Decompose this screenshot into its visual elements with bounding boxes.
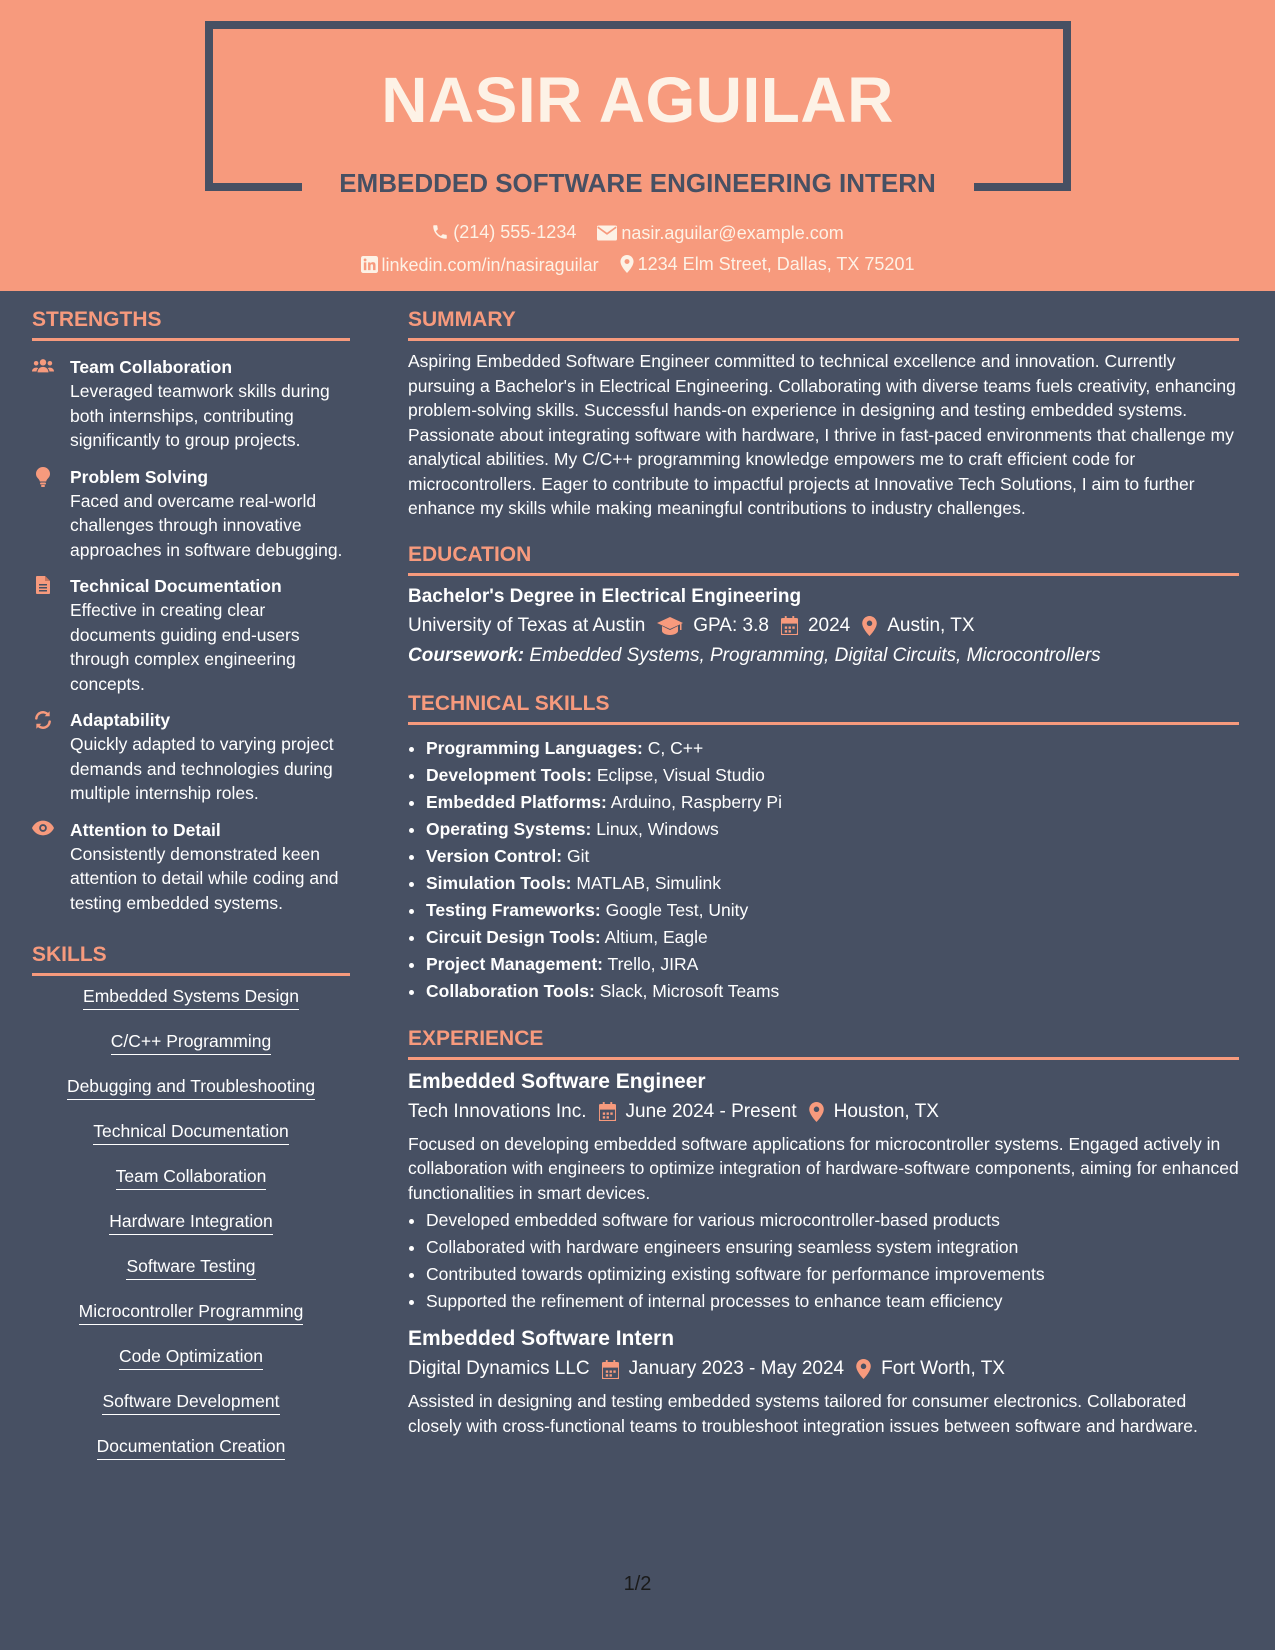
- map-pin-icon: [856, 1359, 871, 1379]
- job-meta: [408, 1355, 1239, 1383]
- list-item: • Collaborated with hardware engineers ensuring seamless system integration: [426, 1234, 1239, 1261]
- education-location: [862, 612, 974, 640]
- experience-heading: EXPERIENCE: [408, 1025, 1239, 1060]
- contact-linkedin[interactable]: [361, 253, 599, 277]
- tech-label: Circuit Design Tools:: [426, 926, 601, 947]
- skill-item: Software Testing: [126, 1254, 255, 1280]
- tech-label: Operating Systems:: [426, 818, 592, 839]
- sync-icon: [33, 710, 53, 730]
- strength-title: Team Collaboration: [70, 357, 233, 377]
- strength-item: [32, 818, 350, 916]
- tech-value: MATLAB, Simulink: [576, 872, 721, 893]
- strength-item: [32, 708, 350, 806]
- tech-value: Eclipse, Visual Studio: [596, 764, 765, 785]
- skill-item: Software Development: [102, 1389, 279, 1415]
- tech-label: Embedded Platforms:: [426, 791, 607, 812]
- job-title: Embedded Software Intern: [408, 1327, 675, 1350]
- gpa-text: GPA: 3.8: [693, 614, 769, 636]
- job-entry: [408, 1325, 1239, 1438]
- technical-skills-section: [408, 690, 1239, 1005]
- right-column: [408, 306, 1239, 1438]
- contact-address: [620, 252, 915, 276]
- job-description: Assisted in designing and testing embedded systems tailored for consumer electronics. Collaborated closely with cross-functional teams to troubleshoot integration issues between software and hardware.: [408, 1391, 1198, 1436]
- strength-desc: Leveraged teamwork skills during both internships, contributing significantly to group projects.: [70, 381, 330, 450]
- list-item: • Supported the refinement of internal processes to enhance team efficiency: [426, 1288, 1239, 1315]
- strength-desc: Effective in creating clear documents guiding end-users through complex engineering concepts.: [70, 600, 300, 694]
- company-name: Tech Innovations Inc.: [408, 1100, 587, 1122]
- calendar-icon: [602, 1360, 619, 1379]
- technical-skills-heading: TECHNICAL SKILLS: [408, 690, 1239, 725]
- tech-value: Git: [567, 845, 590, 866]
- job-bullets: [408, 1207, 1239, 1315]
- skill-item: Hardware Integration: [109, 1209, 272, 1235]
- document-icon: [36, 576, 50, 594]
- eye-icon: [32, 820, 54, 836]
- strength-item: [32, 355, 350, 453]
- contact-email[interactable]: [597, 221, 843, 245]
- job-dates: [602, 1355, 844, 1383]
- list-item: [426, 816, 1239, 843]
- location-text: Houston, TX: [833, 1100, 939, 1122]
- summary-text: Aspiring Embedded Software Engineer committed to technical excellence and innovation. Currently pursuing a Bachelor's in Electrical Engineering. Collaborating with diverse teams fuels creativity, enhancing problem-solving skills. Successful hands-on experience in designing and testing embedded systems. Passionate about integrating software with hardware, I thrive in fast-paced environments that challenge my analytical abilities. My C/C++ programming knowledge empowers me to craft efficient code for microcontrollers. Eager to contribute to impactful projects at Innovative Tech Solutions, I aim to further enhance my skills while making meaningful contributions to industry challenges.: [408, 351, 1236, 518]
- linkedin-icon: [361, 256, 378, 273]
- skill-item: Embedded Systems Design: [83, 984, 299, 1010]
- job-description: Focused on developing embedded software applications for microcontroller systems. Engaged actively in collaboration with engineers to optimize integration of hardware-software components, aiming for enhanced functionalities in smart devices.: [408, 1133, 1239, 1203]
- tech-label: Testing Frameworks:: [426, 899, 601, 920]
- strength-item: [32, 465, 350, 563]
- dates-text: June 2024 - Present: [625, 1100, 797, 1122]
- tech-label: Version Control:: [426, 845, 563, 866]
- strength-title: Technical Documentation: [70, 576, 282, 596]
- job-title: Embedded Software Engineer: [408, 1069, 706, 1093]
- list-item: [426, 924, 1239, 951]
- map-pin-icon: [862, 616, 877, 636]
- phone-text: (214) 555-1234: [453, 222, 577, 242]
- strength-desc: Consistently demonstrated keen attention to detail while coding and testing embedded systems.: [70, 843, 339, 913]
- calendar-icon: [599, 1102, 616, 1121]
- tech-label: Simulation Tools:: [426, 872, 572, 893]
- coursework-line: [408, 642, 1239, 670]
- strength-item: [32, 574, 350, 696]
- envelope-icon: [597, 225, 617, 241]
- skills-list: [32, 984, 350, 1479]
- page-number: 1/2: [623, 1573, 652, 1595]
- tech-label: Project Management:: [426, 953, 603, 974]
- list-item: [426, 978, 1239, 1005]
- job-role: EMBEDDED SOFTWARE ENGINEERING INTERN: [339, 168, 936, 198]
- email-text: nasir.aguilar@example.com: [621, 223, 844, 243]
- skill-item: C/C++ Programming: [111, 1029, 271, 1055]
- candidate-name: NASIR AGUILAR: [381, 64, 894, 136]
- skill-item: Documentation Creation: [97, 1434, 286, 1460]
- left-column: [32, 306, 350, 1479]
- tech-label: Programming Languages:: [426, 737, 643, 758]
- contact-row-1: [0, 220, 1275, 247]
- skill-item: Microcontroller Programming: [79, 1299, 304, 1325]
- strength-desc: Faced and overcame real-world challenges through innovative approaches in software debugging.: [70, 490, 343, 560]
- phone-icon: [431, 223, 449, 241]
- tech-value: Trello, JIRA: [607, 953, 699, 974]
- experience-section: [408, 1025, 1239, 1439]
- strengths-heading: STRENGTHS: [32, 306, 350, 341]
- skill-item: Team Collaboration: [116, 1164, 267, 1190]
- strength-title: Problem Solving: [70, 466, 209, 487]
- company-name: Digital Dynamics LLC: [408, 1358, 590, 1379]
- skill-item: Debugging and Troubleshooting: [67, 1074, 315, 1100]
- linkedin-text: linkedin.com/in/nasiraguilar: [381, 254, 599, 275]
- summary-heading: SUMMARY: [408, 306, 1239, 341]
- job-meta: [408, 1098, 1239, 1126]
- job-dates: [599, 1098, 797, 1126]
- technical-skills-list: [408, 735, 1239, 1005]
- tech-value: Arduino, Raspberry Pi: [610, 791, 782, 812]
- coursework-text: Embedded Systems, Programming, Digital Circuits, Microcontrollers: [529, 644, 1101, 666]
- contact-phone: [431, 220, 576, 244]
- strength-title: Adaptability: [70, 710, 171, 730]
- job-entry: [408, 1068, 1239, 1316]
- list-item: [426, 735, 1239, 762]
- tech-value: Google Test, Unity: [605, 899, 749, 920]
- address-text: 1234 Elm Street, Dallas, TX 75201: [637, 254, 915, 274]
- skill-item: Technical Documentation: [93, 1119, 289, 1145]
- list-item: [426, 897, 1239, 924]
- users-icon: [32, 357, 54, 375]
- graduation-year: [781, 612, 850, 640]
- map-pin-icon: [809, 1102, 824, 1122]
- location-text: Fort Worth, TX: [881, 1358, 1005, 1379]
- contact-row-2: [0, 252, 1275, 279]
- map-pin-icon: [620, 255, 634, 273]
- calendar-icon: [781, 616, 798, 635]
- strength-desc: Quickly adapted to varying project demands and technologies during multiple internship roles.: [70, 734, 334, 803]
- header-banner: [0, 0, 1275, 291]
- gpa-field: [657, 612, 769, 640]
- tech-value: Slack, Microsoft Teams: [599, 980, 780, 1001]
- lightbulb-icon: [36, 467, 50, 487]
- tech-label: Collaboration Tools:: [426, 980, 595, 1001]
- list-item: [426, 789, 1239, 816]
- dates-text: January 2023 - May 2024: [628, 1358, 845, 1379]
- list-item: • Contributed towards optimizing existing software for performance improvements: [426, 1261, 1239, 1288]
- degree-title: Bachelor's Degree in Electrical Engineering: [408, 585, 802, 607]
- coursework-label: Coursework:: [408, 644, 525, 666]
- education-meta: [408, 612, 1239, 640]
- skills-heading: SKILLS: [32, 941, 350, 976]
- list-item: [426, 951, 1239, 978]
- education-section: [408, 541, 1239, 670]
- graduation-cap-icon: [657, 617, 683, 635]
- job-location: [809, 1098, 939, 1126]
- school-name: University of Texas at Austin: [408, 614, 646, 636]
- tech-value: Altium, Eagle: [604, 926, 708, 947]
- list-item: [426, 843, 1239, 870]
- year-text: 2024: [807, 614, 851, 636]
- tech-value: Linux, Windows: [596, 818, 719, 839]
- list-item: [426, 762, 1239, 789]
- tech-value: C, C++: [647, 737, 704, 758]
- skill-item: Code Optimization: [119, 1344, 263, 1370]
- location-text: Austin, TX: [887, 614, 975, 636]
- strength-title: Attention to Detail: [70, 819, 221, 840]
- tech-label: Development Tools:: [426, 764, 592, 785]
- list-item: [426, 870, 1239, 897]
- list-item: • Developed embedded software for various microcontroller-based products: [426, 1207, 1239, 1234]
- education-heading: EDUCATION: [408, 541, 1239, 576]
- job-location: [856, 1355, 1005, 1383]
